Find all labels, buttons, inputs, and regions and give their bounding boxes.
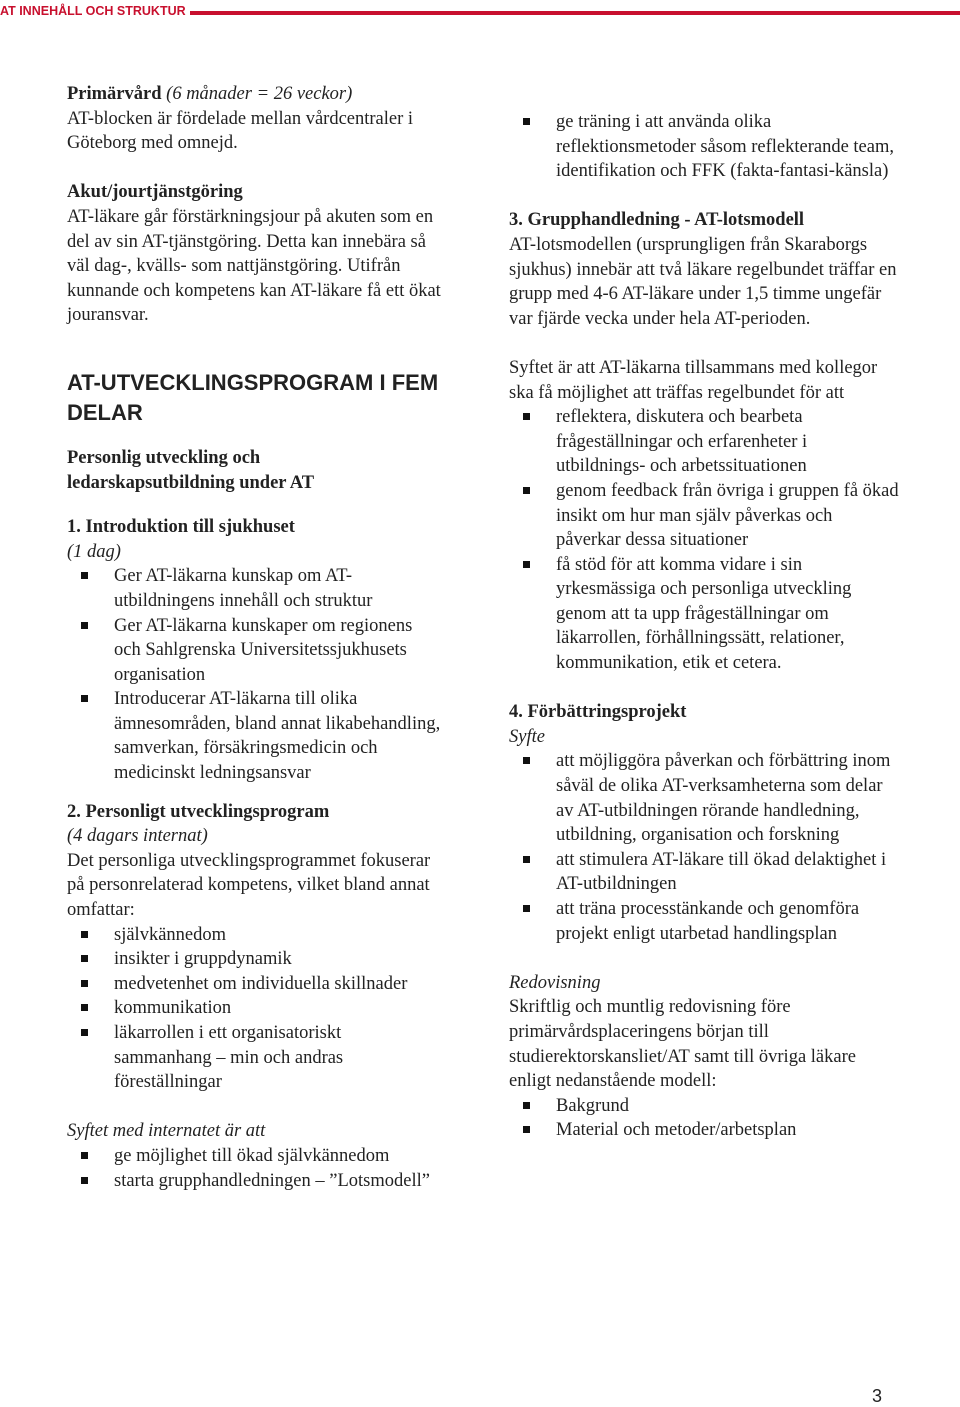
list-item: medvetenhet om individuella skillnader bbox=[67, 972, 442, 997]
list-item: reflektera, diskutera och bearbeta frågeställningar och erfarenheter i utbildnings- och arbetssituationen bbox=[509, 405, 899, 479]
section4-purpose-label: Syfte bbox=[509, 726, 545, 747]
section2-purpose-label: Syftet med internatet är att bbox=[67, 1121, 266, 1142]
list-item: läkarrollen i ett organisatoriskt sammanhang – min och andras föreställningar bbox=[67, 1021, 442, 1095]
list-item: Ger AT-läkarna kunskaper om regionens och Sahlgrenska Universitetssjukhusets organisation bbox=[67, 614, 442, 688]
section1-duration: (1 dag) bbox=[67, 541, 121, 562]
section3-purpose-text: Syftet är att AT-läkarna tillsammans med kollegor ska få möjlighet att träffas regelbundet för att bbox=[509, 357, 878, 403]
list-item: insikter i gruppdynamik bbox=[67, 947, 442, 972]
section2-heading: 2. Personligt utvecklingsprogram bbox=[67, 801, 330, 822]
list-item: att träna processtänkande och genomföra projekt enligt utarbetad handlingsplan bbox=[509, 897, 899, 946]
program-subheading: Personlig utveckling och ledarskapsutbildning under AT bbox=[67, 447, 315, 493]
section4-list bbox=[509, 749, 899, 946]
section3-text: AT-lotsmodellen (ursprungligen från Skaraborgs sjukhus) innebär att två läkare regelbundet träffar en grupp med 4-6 AT-läkare under 1,5 timme ungefär var fjärde vecka under hela AT-perioden. bbox=[509, 234, 897, 329]
primarvard-text: AT-blocken är fördelade mellan vårdcentraler i Göteborg med omnejd. bbox=[67, 108, 414, 154]
akut-text: AT-läkare går förstärkningsjour på akuten som en del av sin AT-tjänstgöring. Detta kan innebära så väl dag-, kvälls- som nattjänstgöring. Utifrån kunnande och kompetens kan AT-läkare få ett ökat jouransvar. bbox=[67, 206, 441, 326]
list-item: ge möjlighet till ökad självkännedom bbox=[67, 1144, 442, 1169]
program-heading: AT-UTVECKLINGSPROGRAM I FEM DELAR bbox=[67, 369, 439, 425]
section4-report-text: Skriftlig och muntlig redovisning före primärvårdsplaceringens början till studierektorskansliet/AT samt till övriga läkare enligt nedanstående modell: bbox=[509, 997, 856, 1092]
list-item: ge träning i att använda olika reflektionsmetoder såsom reflekterande team, identifikation och FFK (fakta-fantasi-känsla) bbox=[509, 110, 899, 184]
page-number: 3 bbox=[872, 1386, 883, 1406]
section3-list bbox=[509, 405, 899, 676]
section4-report-list bbox=[509, 1094, 899, 1143]
list-item: Bakgrund bbox=[509, 1094, 899, 1119]
section2-purpose-list bbox=[67, 1144, 442, 1193]
list-item: få stöd för att komma vidare i sin yrkesmässiga och personliga utveckling genom att ta upp frågeställningar om läkarrollen, förhållningssätt, relationer, kommunikation, etik et cetera. bbox=[509, 553, 899, 676]
list-item: Material och metoder/arbetsplan bbox=[509, 1118, 899, 1143]
section2-text: Det personliga utvecklingsprogrammet fokuserar på personrelaterad kompetens, vilket bland annat omfattar: bbox=[67, 850, 431, 921]
list-item: genom feedback från övriga i gruppen få ökad insikt om hur man själv påverkas och påverkar dessa situationer bbox=[509, 479, 899, 553]
section4-report-label: Redovisning bbox=[509, 972, 601, 993]
list-item: självkännedom bbox=[67, 923, 442, 948]
primarvard-block bbox=[67, 82, 442, 107]
primarvard-duration: (6 månader = 26 veckor) bbox=[166, 84, 353, 104]
section3-heading: 3. Grupphandledning - AT-lotsmodell bbox=[509, 210, 805, 231]
list-item: kommunikation bbox=[67, 996, 442, 1021]
left-column bbox=[67, 82, 442, 1193]
header-title: AT INNEHÅLL OCH STRUKTUR bbox=[0, 4, 186, 18]
list-item: att stimulera AT-läkare till ökad delaktighet i AT-utbildningen bbox=[509, 848, 899, 897]
section4-heading: 4. Förbättringsprojekt bbox=[509, 702, 687, 723]
section2-duration: (4 dagars internat) bbox=[67, 826, 208, 847]
header-rule bbox=[190, 11, 960, 15]
list-item: starta grupphandledningen – ”Lotsmodell” bbox=[67, 1169, 442, 1194]
page-header bbox=[0, 0, 960, 26]
section2-list bbox=[67, 923, 442, 1095]
right-column bbox=[509, 110, 899, 1143]
primarvard-heading: Primärvård bbox=[67, 84, 162, 104]
list-item: Ger AT-läkarna kunskap om AT-utbildningens innehåll och struktur bbox=[67, 564, 442, 613]
list-item: att möjliggöra påverkan och förbättring inom såväl de olika AT-verksamheterna som delar av AT-utbildningen rörande handledning, utbildning, organisation och forskning bbox=[509, 749, 899, 847]
list-item: Introducerar AT-läkarna till olika ämnesområden, bland annat likabehandling, samverkan, försäkringsmedicin och medicinskt ledningsansvar bbox=[67, 687, 442, 785]
carry-list bbox=[509, 110, 899, 184]
section1-list bbox=[67, 564, 442, 785]
section1-heading: 1. Introduktion till sjukhuset bbox=[67, 517, 295, 538]
akut-heading: Akut/jourtjänstgöring bbox=[67, 182, 243, 203]
